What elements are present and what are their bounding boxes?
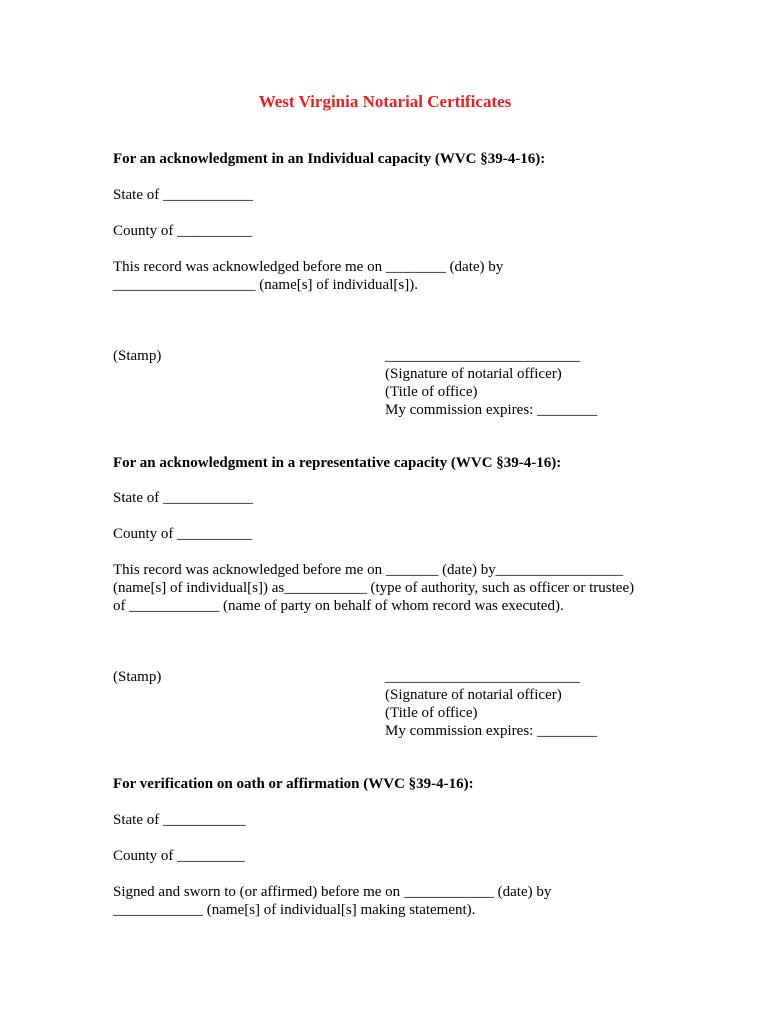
section-2-body-line-3: of ____________ (name of party on behalf of whom record was executed). — [113, 598, 564, 614]
section-2-commission-expires: My commission expires: ________ — [385, 723, 598, 739]
document-title: West Virginia Notarial Certificates — [258, 92, 512, 111]
section-1-signature-line: __________________________ — [385, 348, 580, 364]
section-1-state-line: State of ____________ — [113, 187, 253, 203]
section-1-county-line: County of __________ — [113, 223, 253, 239]
section-1-stamp-label: (Stamp) — [113, 348, 162, 364]
section-2-state-line: State of ____________ — [113, 490, 253, 506]
section-1-title-of-office: (Title of office) — [385, 384, 478, 400]
section-2-body-line-2: (name[s] of individual[s]) as___________ (type of authority, such as officer or trustee) — [113, 580, 635, 596]
section-3-body-line-2: ____________ (name[s] of individual[s] making statement). — [113, 902, 476, 918]
section-2-title-of-office: (Title of office) — [385, 705, 478, 721]
section-3-body-line-1: Signed and sworn to (or affirmed) before me on ____________ (date) by — [113, 884, 552, 900]
section-1-body-line-2: ___________________ (name[s] of individual[s]). — [113, 277, 418, 293]
section-1-commission-expires: My commission expires: ________ — [385, 402, 598, 418]
section-1-heading: For an acknowledgment in an Individual capacity (WVC §39-4-16): — [113, 151, 546, 167]
section-3-heading: For verification on oath or affirmation (WVC §39-4-16): — [113, 776, 474, 792]
section-3-state-line: State of ___________ — [113, 812, 246, 828]
section-2-signature-line: __________________________ — [385, 669, 580, 685]
section-2-heading: For an acknowledgment in a representative capacity (WVC §39-4-16): — [113, 455, 562, 471]
section-2-stamp-label: (Stamp) — [113, 669, 162, 685]
section-2-signature-label: (Signature of notarial officer) — [385, 687, 562, 703]
section-2-county-line: County of __________ — [113, 526, 253, 542]
section-1-signature-label: (Signature of notarial officer) — [385, 366, 562, 382]
section-2-body-line-1: This record was acknowledged before me on _______ (date) by_________________ — [113, 562, 624, 578]
section-3-county-line: County of _________ — [113, 848, 245, 864]
section-1-body-line-1: This record was acknowledged before me on ________ (date) by — [113, 259, 504, 275]
